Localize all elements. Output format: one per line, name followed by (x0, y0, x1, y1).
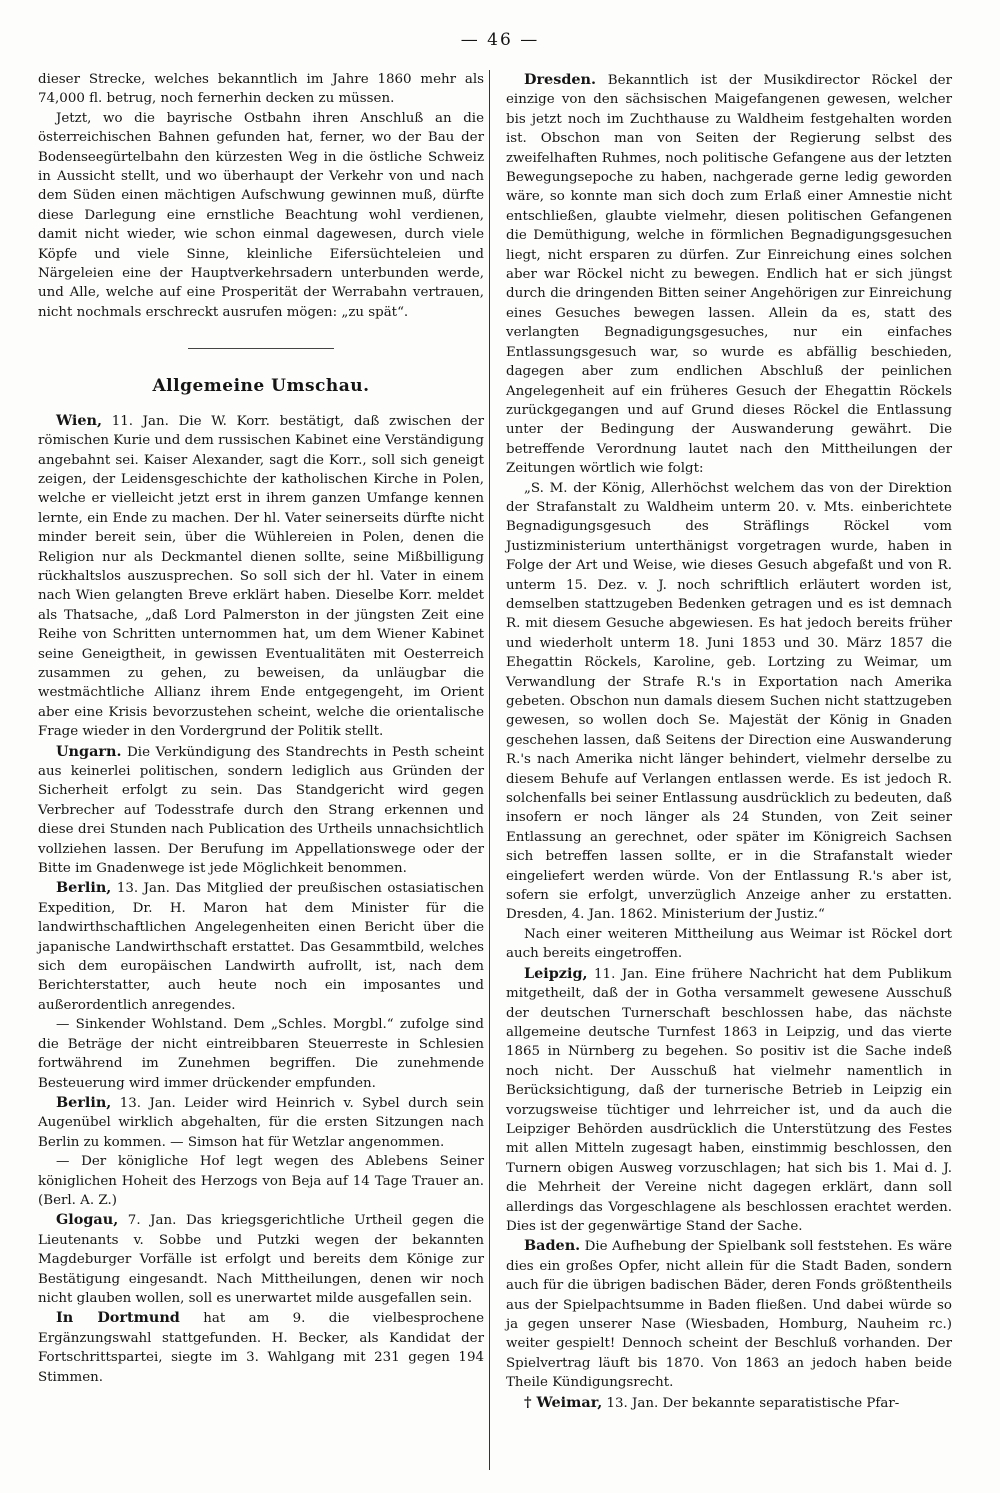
article-text: „S. M. der König, Allerhöchst welchem das von der Direktion der Strafanstalt zu Waldheim unterm 20. v. Mts. einberichtete Begnadigungsgesuch des Sträflings Röckel vom Justizministerium unterthänigst vorgetragen wurde, haben in Folge der Art und Weise, wie dieses Gesuch abgefaßt und von R. unterm 15. Dez. v. J. noch schriftlich erläutert worden ist, demselben stattzugeben Bedenken getragen und es ist demnach R. mit diesem Gesuche abgewiesen. Es hat jedoch bereits früher und wiederholt unterm 18. Juni 1853 und 30. März 1857 die Ehegattin Röckels, Karoline, geb. Lortzing zu Weimar, um Verwandlung der Strafe R.'s in Exportation nach Amerika gebeten. Obschon nun damals diesem Suchen nicht stattzugeben gewesen, so wollen doch Se. Majestät der König in Gnaden geschehen lassen, daß Seitens der Direction eine Auswanderung R.'s nach Amerika nicht länger behindert, vielmehr derselbe zu diesem Behufe auf Verlangen entlassen werde. Es ist jedoch R. solchenfalls bei seiner Entlassung ausdrücklich zu bedeuten, daß insofern er noch länger als 24 Stunden, von Zeit seiner Entlassung an gerechnet, oder später im Königreich Sachsen sich betreffen lassen sollte, er in die Strafanstalt wieder eingeliefert werden würde. Von der Entlassung R.'s aber ist, sofern sie erfolgt, unverzüglich Anzeige anher zu erstatten. Dresden, 4. Jan. 1862. Ministerium der Justiz.“ (506, 480, 952, 923)
article-text: Nach einer weiteren Mittheilung aus Weimar ist Röckel dort auch bereits eingetroffen. (506, 926, 952, 962)
article-text: Die Aufhebung der Spielbank soll feststehen. Es wäre dies ein großes Opfer, nicht allein für die Stadt Baden, sondern auch für die übrigen badischen Bäder, deren Fonds größtentheils aus der Spielpachtsumme in Baden fließen. Und dabei würde so ja gegen unserer Nase (Wiesbaden, Homburg, Nauheim rc.) weiter gespielt! Dennoch scheint der Beschluß vorhanden. Der Spielvertrag läuft bis 1870. Von 1863 an jedoch haben beide Theile Kündigungsrecht. (506, 1239, 952, 1391)
article-text: Bekanntlich ist der Musikdirector Röckel der einzige von den sächsischen Maigefangenen gewesen, welcher bis jetzt noch im Zuchthause zu Waldheim festgehalten worden ist. Obschon man von Seiten der Regierung selbst des zweifelhaften Ruhmes, noch politische Gefangene aus der letzten Bewegungsepoche zu haben, nachgerade gerne ledig geworden wäre, so konnte man sich doch zum Erlaß einer Amnestie nicht entschließen, glaubte vielmehr, diesen politischen Gefangenen die Demüthigung, welche in förmlichen Begnadigungsgesuchen liegt, nicht ersparen zu dürfen. Zur Einreichung eines solchen aber war Röckel nicht zu bewegen. Endlich hat er sich jüngst durch die dringenden Bitten seiner Angehörigen zur Einreichung eines Gesuches bewegen lassen. Allein da es, statt des verlangten Begnadigungsgesuches, nur ein einfaches Entlassungsgesuch war, so wurde es abfällig beschieden, dagegen aber zum endlichen Abschluß der peinlichen Angelegenheit auf ein früheres Gesuch der Ehegattin Röckels zurückgegangen und auf Grund dieses Röckel die Entlassung unter der Bedingung der Auswanderung gewährt. Die betreffende Verordnung lautet nach den Mittheilungen der Zeitungen wörtlich wie folgt: (506, 73, 952, 477)
article-place: Berlin, (56, 1093, 112, 1111)
article-glogau (38, 1210, 484, 1308)
article-place: † Weimar, (524, 1393, 603, 1411)
article-verordnung (506, 479, 952, 925)
article-text: 13. Jan. Das Mitglied der preußischen ostasiatischen Expedition, Dr. H. Maron hat dem Minister für die landwirthschaftlichen Angelegenheiten einen Bericht über die japanische Landwirthschaft erstattet. Das Gesammtbild, welches sich dem europäischen Landwirth aufrollt, ist, nach dem Berichterstatter, auch heute noch ein imposantes und außerordentlich anregendes. (38, 881, 484, 1013)
column-divider (489, 70, 490, 1470)
article-dresden (506, 70, 952, 479)
article-dortmund (38, 1308, 484, 1387)
article-place: Ungarn. (56, 742, 122, 760)
article-weimar-note (506, 925, 952, 964)
article-text: — Sinkender Wohlstand. Dem „Schles. Morgbl.“ zufolge sind die Beträge der nicht eintreibbaren Steuerreste in Schlesien fortwährend im Zunehmen begriffen. Die zunehmende Besteuerung wird immer drückender empfunden. (38, 1017, 484, 1091)
article-place: Glogau, (56, 1211, 119, 1229)
article-hof (38, 1152, 484, 1210)
article-text: hat am 9. die vielbesprochene Ergänzungswahl stattgefunden. H. Becker, als Kandidat der Fortschrittspartei, siegte im 3. Wahlgang mit 231 gegen 194 Stimmen. (38, 1311, 484, 1385)
page-number: — 46 — (460, 30, 540, 50)
article-place: In Dortmund (56, 1309, 180, 1327)
left-column (38, 70, 484, 1387)
right-column (506, 70, 952, 1413)
article-place: Wien, (56, 411, 103, 429)
article-place: Berlin, (56, 879, 112, 897)
article-text: 11. Jan. Die W. Korr. bestätigt, daß zwischen der römischen Kurie und dem russischen Kabinet eine Verständigung angebahnt sei. Kaiser Alexander, sagt die Korr., soll sich geneigt zeigen, der Leidensgeschichte der katholischen Kirche in Polen, welche er vielleicht jetzt erst in ihrem ganzen Umfange kennen lernte, ein Ende zu machen. Der hl. Vater seinerseits dürfte nicht minder bereit sein, über die Wühlereien in Polen, denen die Religion nur als Deckmantel dienen sollte, seine Mißbilligung rückhaltslos auszusprechen. So soll sich der hl. Vater in einem nach Wien gelangten Breve erklärt haben. Dieselbe Korr. meldet als Thatsache, „daß Lord Palmerston in der jüngsten Zeit eine Reihe von Schritten unternommen hat, um dem Wiener Kabinet seine Geneigtheit, in gewissen Eventualitäten mit Oesterreich zusammen zu gehen, zu beweisen, da unläugbar die westmächtliche Allianz ihrem Ende entgegengeht, im Orient aber eine Krisis bevorzustehen scheint, welche die orientalische Frage wieder in den Vordergrund der Politik stellt. (38, 413, 484, 740)
article-berlin (38, 878, 484, 1015)
article-text: — Der königliche Hof legt wegen des Ablebens Seiner königlichen Hoheit des Herzogs von Beja auf 14 Tage Trauer an. (Berl. A. Z.) (38, 1154, 484, 1208)
intro-paragraph: Jetzt, wo die bayrische Ostbahn ihren Anschluß an die österreichischen Bahnen gefunden hat, ferner, wo der Bau der Bodenseegürtelbahn den kürzesten Weg in die östliche Schweiz in Aussicht stellt, und wo überhaupt der Verkehr von und nach dem Süden einen mächtigen Aufschwung gewinnen muß, dürfte diese Darlegung eine ernstliche Beachtung wohl verdienen, damit nicht wieder, wie schon einmal dagewesen, durch viele Köpfe und viele Sinne, kleinliche Eifersüchteleien und Närgeleien eine der Hauptverkehrsadern unterbunden werde, und Alle, welche auf eine Prosperität der Werrabahn vertrauen, nicht nochmals erschreckt ausrufen mögen: „zu spät“. (38, 110, 484, 320)
article-place: Baden. (524, 1237, 581, 1255)
article-text: 11. Jan. Eine frühere Nachricht hat dem Publikum mitgetheilt, daß der in Gotha versammelt gewesene Ausschuß der deutschen Turnerschaft beschlossen habe, das nächste allgemeine deutsche Turnfest 1863 in Leipzig, und das vierte 1865 in Nürnberg zu begehen. So positiv ist die Sache indeß noch nicht. Der Ausschuß hat vielmehr namentlich in Berücksichtigung, daß der turnerische Betrieb in Leipzig ein vorzugsweise tüchtiger und lehrreicher ist, und da auch die Leipziger Behörden ausdrücklich die Unterstützung des Festes mit allen Mitteln zugesagt haben, einstimmig beschlossen, den Turnern obigen Ausweg vorzuschlagen; hat sich bis 1. Mai d. J. die Mehrheit der Vereine nicht dagegen erklärt, dann soll allerdings das Vorgeschlagene als beschlossen erachtet werden. Dies ist der gegenwärtige Stand der Sache. (506, 966, 952, 1234)
article-berlin-2 (38, 1093, 484, 1152)
article-ungarn (38, 742, 484, 879)
article-text: 7. Jan. Das kriegsgerichtliche Urtheil gegen die Lieutenants v. Sobbe und Putzki wegen der bekannten Magdeburger Vorfälle ist erfolgt und bereits dem Könige zur Bestätigung eingesandt. Nach Mittheilungen, denen wir noch nicht glauben wollen, soll es unerwartet milde ausgefallen sein. (38, 1213, 484, 1306)
article-place: Dresden. (524, 71, 597, 88)
article-text: 13. Jan. Der bekannte separatistische Pfar- (602, 1395, 900, 1411)
intro-paragraph: dieser Strecke, welches bekanntlich im Jahre 1860 mehr als 74,000 fl. betrug, noch fernerhin decken zu müssen. (38, 72, 484, 107)
article-text: 13. Jan. Leider wird Heinrich v. Sybel durch sein Augenübel wirklich abgehalten, für die ersten Sitzungen nach Berlin zu kommen. — Simson hat für Wetzlar angenommen. (38, 1095, 484, 1150)
section-title: Allgemeine Umschau. (152, 376, 370, 397)
section-rule (188, 348, 334, 349)
article-wohlstand (38, 1015, 484, 1093)
article-wien (38, 411, 484, 742)
article-text: Die Verkündigung des Standrechts in Pesth scheint aus keinerlei politischen, sondern lediglich aus Gründen der Sicherheit erfolgt zu sein. Das Standgericht wird gegen Verbrecher auf Todesstrafe durch den Strang erkennen und diese drei Stunden nach Publication des Urtheils unnachsichtlich vollziehen lassen. Der Berufung im Appellationswege oder der Bitte im Gnadenwege ist jede Möglichkeit benommen. (38, 744, 484, 877)
article-place: Leipzig, (524, 964, 588, 982)
article-leipzig (506, 964, 952, 1237)
article-weimar (506, 1393, 952, 1413)
article-baden (506, 1236, 952, 1392)
